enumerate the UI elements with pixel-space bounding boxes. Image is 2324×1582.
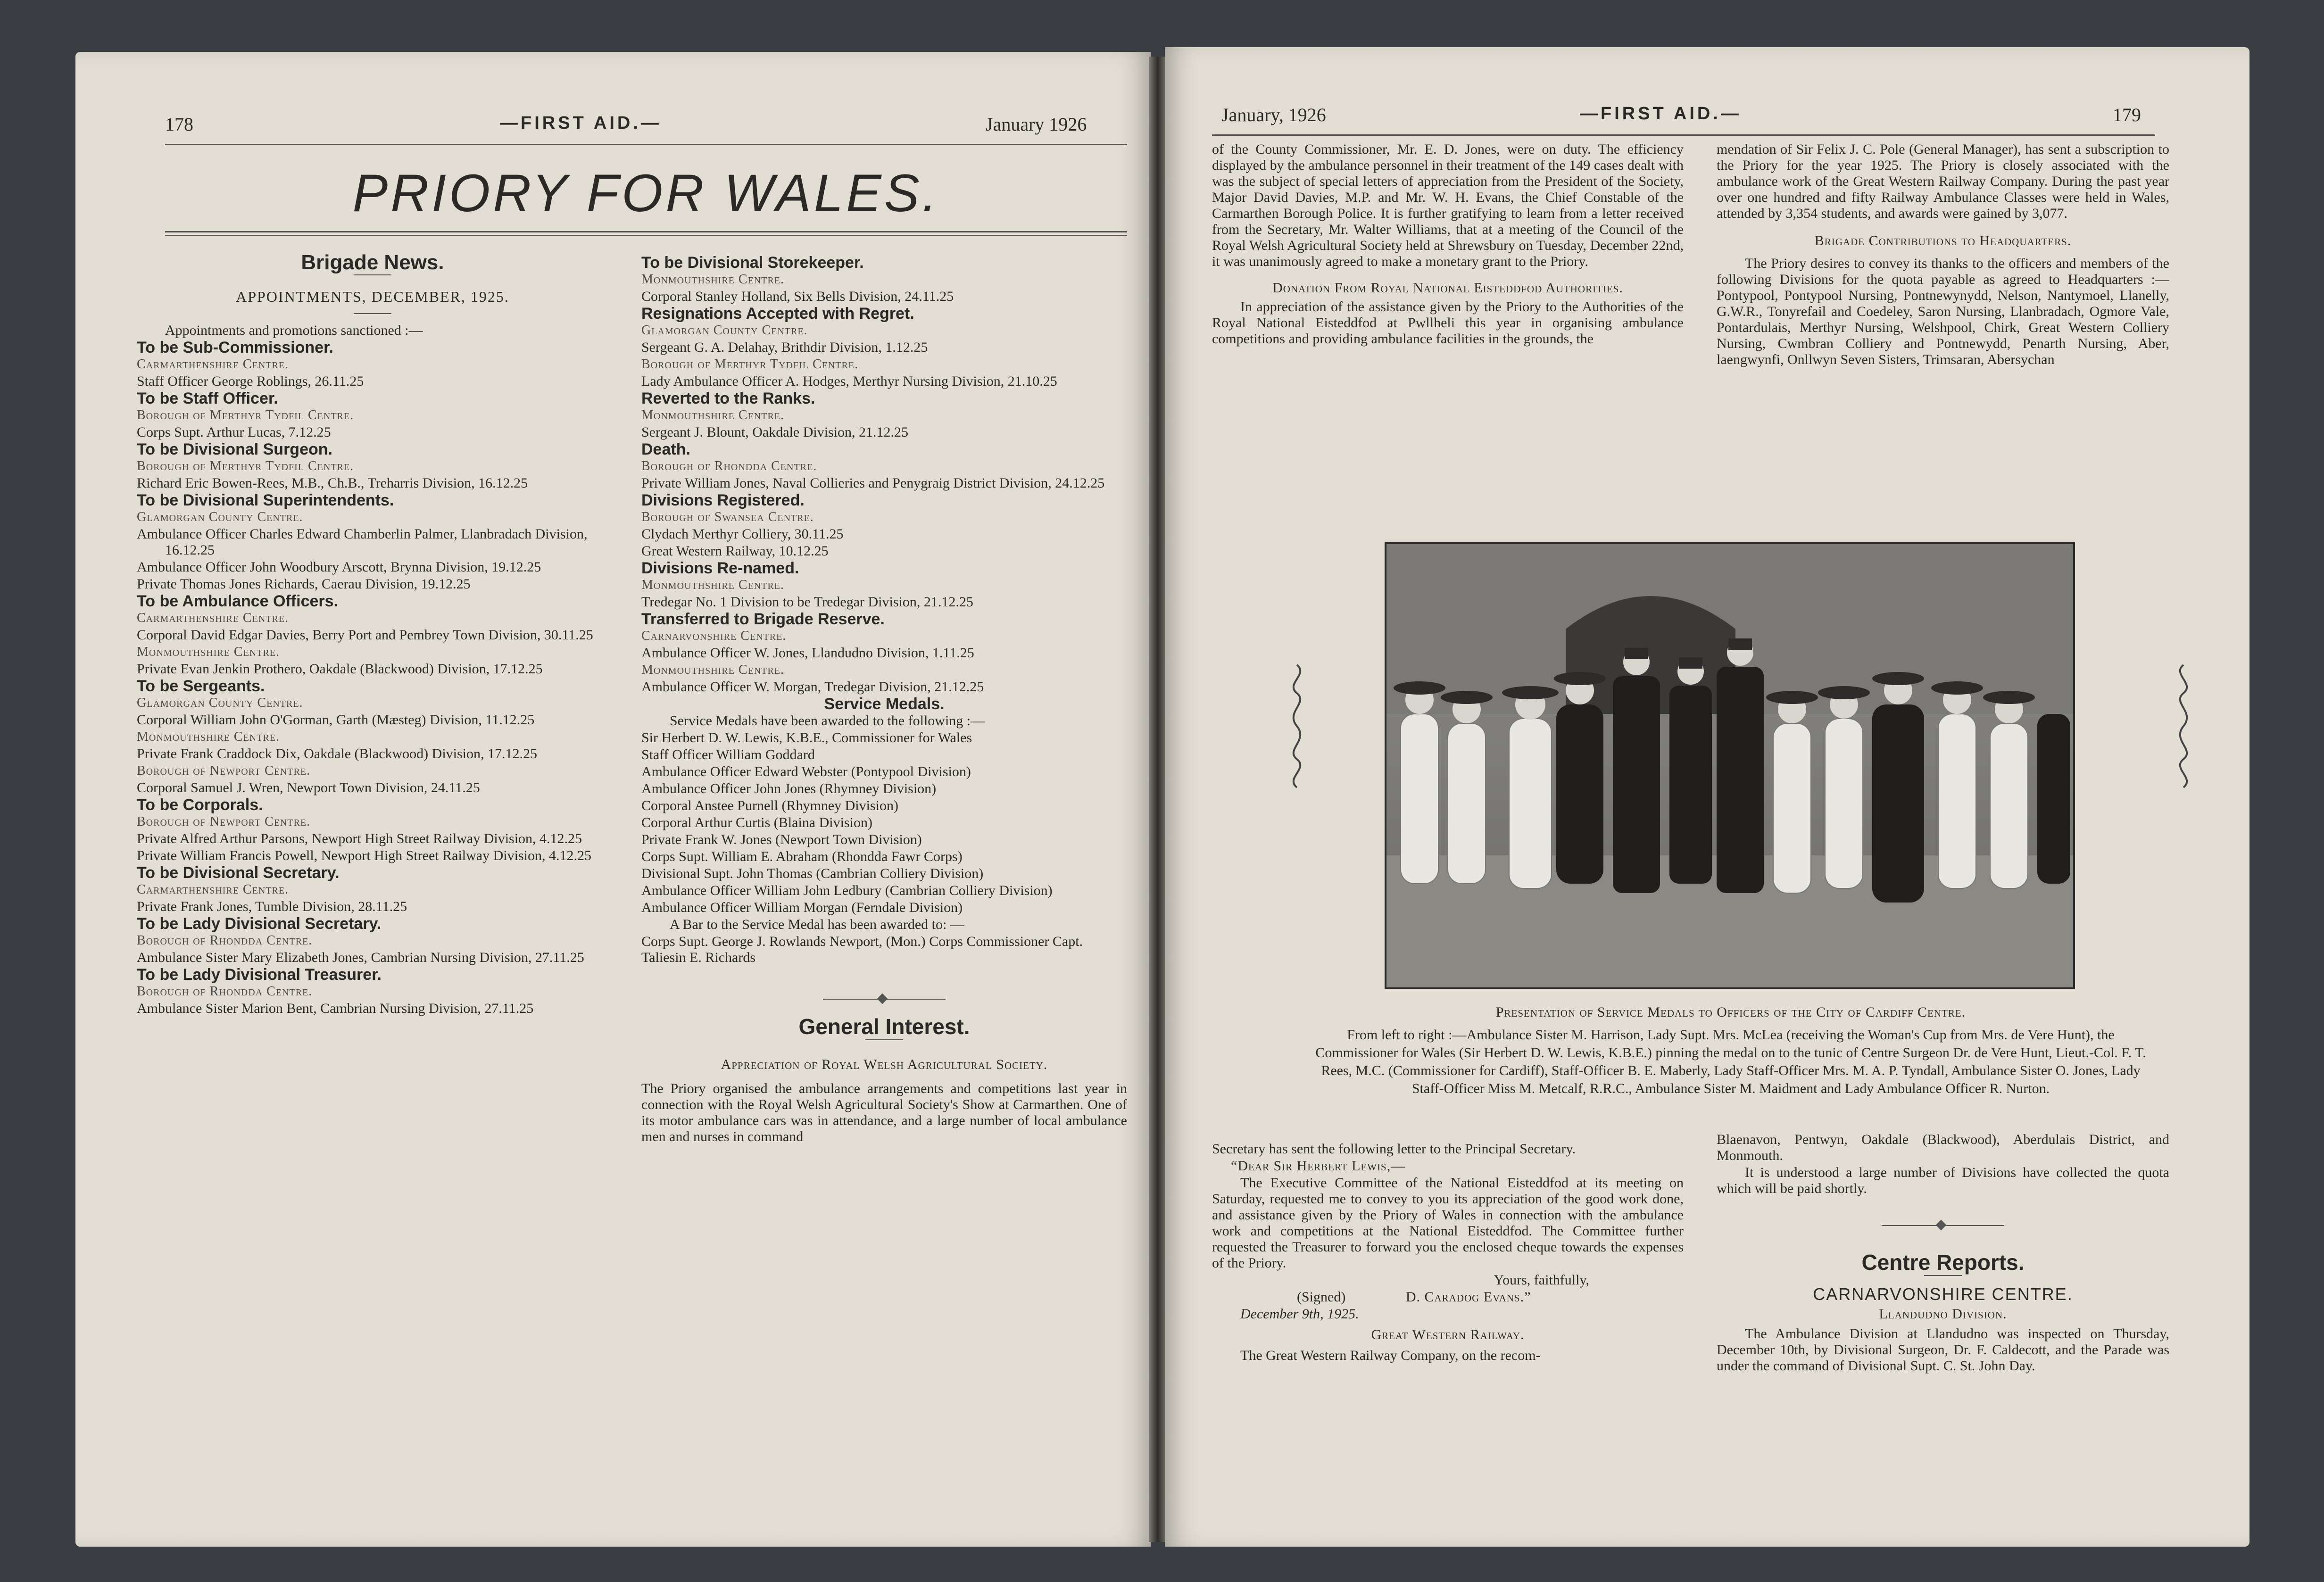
column-2 xyxy=(641,255,1127,1146)
centre-label: Monmouthshire Centre. xyxy=(137,729,280,744)
column-c xyxy=(1212,1141,1684,1365)
issue-date: January 1926 xyxy=(986,114,1087,135)
paragraph: The Priory organised the ambulance arrangements and competitions last year in connection with the Royal Welsh Agricultural Society's Show at Carmarthen. One of its motor ambulance cars was in attendance, and a large number of local ambulance men and nurses in command xyxy=(641,1081,1127,1144)
list-item: Ambulance Officer Edward Webster (Pontypool Division) xyxy=(641,764,971,779)
subheading: Service Medals. xyxy=(824,695,945,713)
subheading: Divisions Registered. xyxy=(641,491,805,509)
list-item: Staff Officer William Goddard xyxy=(641,747,815,762)
intro-text: Appointments and promotions sanctioned :— xyxy=(165,323,423,338)
centre-label: Monmouthshire Centre. xyxy=(641,663,785,677)
centre-label: Monmouthshire Centre. xyxy=(137,645,280,659)
caption-text: From left to right :—Ambulance Sister M. Harrison, Lady Supt. Mrs. McLea (receiving the Woman's Cup from Mrs. de Vere Hunt), the Commissioner for Wales (Sir Herbert D. W. Lewis, K.B.E.) pinning the medal on to the tunic of Centre Surgeon Dr. de Vere Hunt, Lieut.-Col. F. T. Rees, M.C. (Commissioner for Cardiff), Staff-Officer B. E. Maberly, Lady Staff-Officer Mrs. M. A. P. Tyndall, Ambulance Sister O. Jones, Lady Staff-Officer Miss M. Metcalf, R.R.C., Ambulance Sister M. Maidment and Lady Ambulance Officer R. Nurton. xyxy=(1315,1027,2146,1096)
entry: Ambulance Sister Marion Bent, Cambrian Nursing Division, 27.11.25 xyxy=(137,1001,534,1016)
centre-label: Carmarthenshire Centre. xyxy=(137,882,289,897)
subheading: To be Lady Divisional Treasurer. xyxy=(137,966,382,984)
entry: Corporal Stanley Holland, Six Bells Division, 24.11.25 xyxy=(641,289,954,304)
caption-heading: Presentation of Service Medals to Officers of the City of Cardiff Centre. xyxy=(1495,1004,1966,1020)
entry: Sergeant G. A. Delahay, Brithdir Division, 1.12.25 xyxy=(641,340,928,355)
centre-label: Glamorgan County Centre. xyxy=(137,696,303,710)
rule xyxy=(1924,1275,1962,1276)
entry: Corporal David Edgar Davies, Berry Port and Pembrey Town Division, 30.11.25 xyxy=(137,627,593,643)
paragraph: Blaenavon, Pentwyn, Oakdale (Blackwood), Aberdulais District, and Monmouth. xyxy=(1717,1132,2169,1163)
intro-text: Service Medals have been awarded to the following :— xyxy=(670,713,985,729)
letter-date: December 9th, 1925. xyxy=(1240,1306,1359,1322)
list-item: Ambulance Officer William Morgan (Ferndale Division) xyxy=(641,900,963,915)
centre-label: Glamorgan County Centre. xyxy=(641,323,808,338)
subheading: To be Sergeants. xyxy=(137,677,265,695)
centre-label: Borough of Swansea Centre. xyxy=(641,510,814,524)
list-item: Corporal Arthur Curtis (Blaina Division) xyxy=(641,815,872,830)
subheading: To be Divisional Superintendents. xyxy=(137,491,394,509)
column-b xyxy=(1717,141,2169,369)
subheading: Reverted to the Ranks. xyxy=(641,389,815,407)
centre-label: Monmouthshire Centre. xyxy=(641,272,785,287)
entry: Private Evan Jenkin Prothero, Oakdale (Blackwood) Division, 17.12.25 xyxy=(137,661,543,677)
rule xyxy=(1212,134,2155,136)
book-gutter xyxy=(1149,57,1167,1542)
column-d xyxy=(1717,1132,2169,1375)
centre-label: Borough of Merthyr Tydfil Centre. xyxy=(137,408,354,422)
column-a xyxy=(1212,141,1684,348)
centre-label: Carmarthenshire Centre. xyxy=(137,611,289,625)
page-number: 179 xyxy=(2113,104,2141,125)
diamond-icon xyxy=(877,994,888,1004)
subheading: Appreciation of Royal Welsh Agricultural Society. xyxy=(721,1057,1048,1072)
entry: Staff Officer George Roblings, 26.11.25 xyxy=(137,373,364,389)
letter-body: The Executive Committee of the National Eisteddfod at its meeting on Saturday, requested me to convey to you its appreciation of the good work done, and assistance given by the Priory of Wales in connection with the ambulance work and competitions at the National Eisteddfod. The Committee further requested the Treasurer to forward you the enclosed cheque towards the expenses of the Priory. xyxy=(1212,1175,1684,1271)
list-item: Divisional Supt. John Thomas (Cambrian Colliery Division) xyxy=(641,866,984,881)
intro-text: A Bar to the Service Medal has been awarded to: — xyxy=(670,917,964,932)
paragraph: The Ambulance Division at Llandudno was inspected on Thursday, December 10th, by Divisional Surgeon, Dr. F. Caldecott, and the Parade was under the command of Divisional Supt. C. St. John Day. xyxy=(1717,1326,2169,1374)
subheading: To be Divisional Storekeeper. xyxy=(641,254,864,272)
diamond-icon xyxy=(1936,1220,1947,1231)
entry: Corporal Samuel J. Wren, Newport Town Division, 24.11.25 xyxy=(137,780,480,795)
column-1 xyxy=(137,251,608,1018)
running-head: —FIRST AID.— xyxy=(500,113,662,133)
entry: Sergeant J. Blount, Oakdale Division, 21.12.25 xyxy=(641,424,909,440)
list-item: Corps Supt. William E. Abraham (Rhondda Fawr Corps) xyxy=(641,849,963,864)
paragraph: The Great Western Railway Company, on the recom- xyxy=(1240,1348,1541,1363)
entry: Ambulance Sister Mary Elizabeth Jones, Cambrian Nursing Division, 27.11.25 xyxy=(137,950,584,965)
entry: Clydach Merthyr Colliery, 30.11.25 xyxy=(641,526,844,542)
paragraph: mendation of Sir Felix J. C. Pole (General Manager), has sent a subscription to the Priory for the year 1925. The Priory is closely associated with the ambulance work of the Great Western Railway Company. During the past year over one hundred and fifty Railway Ambulance Classes were held in Wales, attended by 3,354 students, and awards were gained by 3,077. xyxy=(1717,141,2169,221)
entry: Private Frank Jones, Tumble Division, 28.11.25 xyxy=(137,899,407,914)
right-page xyxy=(1165,47,2249,1547)
centre-label: Monmouthshire Centre. xyxy=(641,408,785,422)
rule xyxy=(354,274,391,275)
scroll-ornament-icon xyxy=(2169,660,2198,792)
appointments-heading: APPOINTMENTS, DECEMBER, 1925. xyxy=(236,288,509,305)
subheading: Brigade Contributions to Headquarters. xyxy=(1814,233,2072,248)
entry: Private Frank Craddock Dix, Oakdale (Blackwood) Division, 17.12.25 xyxy=(137,746,538,762)
left-page xyxy=(75,52,1151,1547)
division-heading: Llandudno Division. xyxy=(1879,1306,2007,1322)
entry: Ambulance Officer W. Morgan, Tredegar Division, 21.12.25 xyxy=(641,679,984,695)
centre-label: Glamorgan County Centre. xyxy=(137,510,303,524)
entry: Tredegar No. 1 Division to be Tredegar Division, 21.12.25 xyxy=(641,594,973,610)
service-medal-list xyxy=(641,730,1127,916)
entry: Corporal William John O'Gorman, Garth (Mæsteg) Division, 11.12.25 xyxy=(137,712,535,728)
entry: Private William Jones, Naval Collieries and Penygraig District Division, 24.12.25 xyxy=(641,475,1105,491)
centre-label: Borough of Merthyr Tydfil Centre. xyxy=(137,459,354,473)
entry: Private Thomas Jones Richards, Caerau Division, 19.12.25 xyxy=(137,576,471,592)
paragraph: Secretary has sent the following letter to the Principal Secretary. xyxy=(1212,1141,1576,1157)
list-item: Ambulance Officer William John Ledbury (Cambrian Colliery Division) xyxy=(641,883,1053,898)
centre-label: Carnarvonshire Centre. xyxy=(641,629,787,643)
paragraph: of the County Commissioner, Mr. E. D. Jones, were on duty. The efficiency displayed by the ambulance personnel in their treatment of the 149 cases dealt with was the subject of special letters of appreciation from the President of the Society, Major David Davies, M.P. and Mr. W. H. Evans, the Chief Constable of the Carmarthen Borough Police. It is further gratifying to learn from a letter received from the Secretary, Mr. Walter Williams, that at a meeting of the Council of the Royal Welsh Agricultural Society held at Shrewsbury on Tuesday, December 22nd, it was unanimously agreed to make a monetary grant to the Priory. xyxy=(1212,141,1684,269)
letter-signature: D. Caradog Evans.” xyxy=(1405,1289,1531,1305)
list-item: Ambulance Officer John Jones (Rhymney Division) xyxy=(641,781,937,796)
rule xyxy=(165,231,1127,232)
paragraph: It is understood a large number of Divisions have collected the quota which will be paid shortly. xyxy=(1717,1165,2169,1196)
subheading: To be Corporals. xyxy=(137,796,263,814)
subheading: To be Divisional Surgeon. xyxy=(137,440,332,458)
centre-heading: CARNARVONSHIRE CENTRE. xyxy=(1813,1284,2073,1304)
entry: Corps Supt. Arthur Lucas, 7.12.25 xyxy=(137,424,331,440)
centre-label: Borough of Newport Centre. xyxy=(137,763,311,778)
scroll-ornament-icon xyxy=(1283,660,1311,792)
ornament-rule xyxy=(1882,1225,2004,1226)
list-item: Sir Herbert D. W. Lewis, K.B.E., Commissioner for Wales xyxy=(641,730,972,745)
entry: Private William Francis Powell, Newport High Street Railway Division, 4.12.25 xyxy=(137,848,591,863)
page-number: 178 xyxy=(165,114,193,135)
centre-label: Borough of Rhondda Centre. xyxy=(137,984,313,999)
entry: Ambulance Officer John Woodbury Arscott, Brynna Division, 19.12.25 xyxy=(137,559,541,575)
letter-signed: (Signed) xyxy=(1297,1289,1346,1305)
subheading: To be Staff Officer. xyxy=(137,389,278,407)
page-title: PRIORY FOR WALES. xyxy=(352,164,940,223)
paragraph: The Priory desires to convey its thanks to the officers and members of the following Divisions for the quota payable as agreed to Headquarters :—Pontypool, Pontypool Nursing, Pontnewynydd, Nelson, Nantymoel, Llanelly, G.W.R., Tonyrefail and Coedeley, Saron Nursing, Llanbradach, Ogmore Vale, Pontardulais, Merthyr Nursing, Welshpool, Chirk, Great Western Colliery Nursing, Cwmbran Colliery and Pontnewydd, Penarth Nursing, Aber, laengwynfi, Onllwyn Seven Sisters, Trimsaran, Abersychan xyxy=(1717,256,2169,367)
centre-label: Borough of Rhondda Centre. xyxy=(641,459,817,473)
rule xyxy=(865,1039,903,1040)
subheading: Resignations Accepted with Regret. xyxy=(641,305,914,323)
entry: Corps Supt. George J. Rowlands Newport, (Mon.) Corps Commissioner Capt. Taliesin E. Richards xyxy=(641,934,1083,965)
rule xyxy=(354,313,391,314)
rule xyxy=(165,144,1127,145)
entry: Private Alfred Arthur Parsons, Newport High Street Railway Division, 4.12.25 xyxy=(137,831,582,846)
subheading: To be Divisional Secretary. xyxy=(137,864,340,882)
letter-close: Yours, faithfully, xyxy=(1494,1272,1589,1288)
ornament-rule xyxy=(823,999,946,1000)
subheading: To be Lady Divisional Secretary. xyxy=(137,915,382,933)
centre-label: Borough of Rhondda Centre. xyxy=(137,933,313,948)
list-item: Private Frank W. Jones (Newport Town Division) xyxy=(641,832,922,847)
group-photograph xyxy=(1385,542,2075,989)
section-title: Centre Reports. xyxy=(1861,1250,2025,1275)
rule xyxy=(165,235,1127,236)
subheading: To be Ambulance Officers. xyxy=(137,592,338,610)
list-item: Corporal Anstee Purnell (Rhymney Division) xyxy=(641,798,898,813)
subheading: Divisions Re-named. xyxy=(641,559,799,577)
entry: Great Western Railway, 10.12.25 xyxy=(641,543,829,559)
subheading: Great Western Railway. xyxy=(1371,1327,1525,1342)
centre-label: Borough of Newport Centre. xyxy=(137,814,311,829)
photo-caption xyxy=(1297,1004,2165,1099)
subheading: Transferred to Brigade Reserve. xyxy=(641,610,885,628)
section-title: General Interest. xyxy=(798,1014,970,1039)
subheading: Donation From Royal National Eisteddfod Authorities. xyxy=(1272,280,1623,296)
letter-salutation: “Dear Sir Herbert Lewis,— xyxy=(1231,1158,1406,1174)
entry: Ambulance Officer Charles Edward Chamberlin Palmer, Llanbradach Division, 16.12.25 xyxy=(137,526,588,558)
centre-label: Borough of Merthyr Tydfil Centre. xyxy=(641,357,859,372)
section-title: Brigade News. xyxy=(301,251,444,274)
paragraph: In appreciation of the assistance given by the Priory to the Authorities of the Royal National Eisteddfod at Pwllheli this year in organising ambulance competitions and providing ambulance facilities in the grounds, the xyxy=(1212,299,1684,347)
subheading: Death. xyxy=(641,440,690,458)
running-head: —FIRST AID.— xyxy=(1580,104,1742,124)
centre-label: Carmarthenshire Centre. xyxy=(137,357,289,372)
centre-label: Monmouthshire Centre. xyxy=(641,578,785,592)
subheading: To be Sub-Commissioner. xyxy=(137,339,333,356)
photo-illustration xyxy=(1386,544,2073,987)
entry: Ambulance Officer W. Jones, Llandudno Division, 1.11.25 xyxy=(641,645,974,661)
entry: Lady Ambulance Officer A. Hodges, Merthyr Nursing Division, 21.10.25 xyxy=(641,373,1057,389)
entry: Richard Eric Bowen-Rees, M.B., Ch.B., Treharris Division, 16.12.25 xyxy=(137,475,528,491)
issue-date: January, 1926 xyxy=(1221,104,1326,125)
